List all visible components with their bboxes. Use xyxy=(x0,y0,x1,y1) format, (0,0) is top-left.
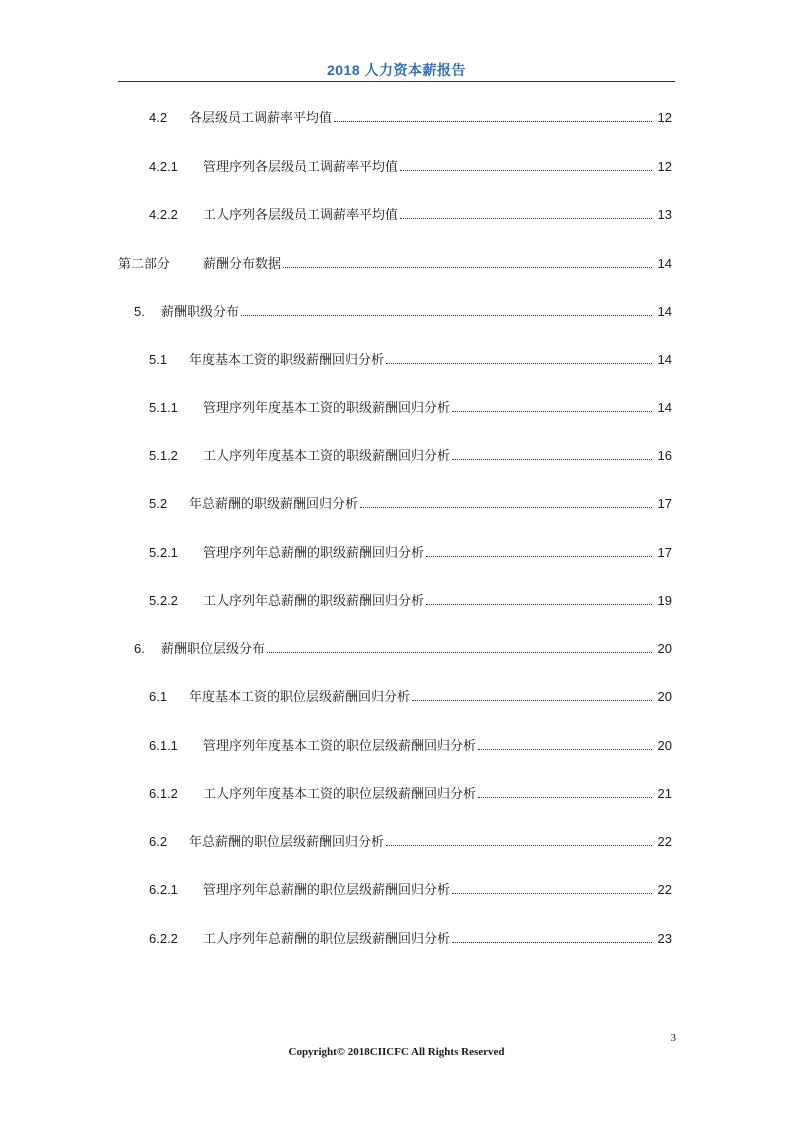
toc-entry-number: 5.2.2 xyxy=(149,593,178,608)
toc-entry-5-1[interactable] xyxy=(149,350,672,368)
toc-entry-title: 管理序列各层级员工调薪率平均值 xyxy=(203,159,399,174)
toc-entry-title: 工人序列年总薪酬的职级薪酬回归分析 xyxy=(203,593,425,608)
toc-entry-5-2-1[interactable] xyxy=(149,543,672,561)
toc-entry-4-2-1[interactable] xyxy=(149,157,672,175)
toc-entry-page: 14 xyxy=(657,400,672,415)
toc-entry-page: 23 xyxy=(657,931,672,946)
toc-entry-title: 工人序列年度基本工资的职级薪酬回归分析 xyxy=(203,448,451,463)
toc-entry-6[interactable] xyxy=(134,639,672,657)
toc-entry-title: 年度基本工资的职位层级薪酬回归分析 xyxy=(189,689,411,704)
toc-entry-title: 管理序列年度基本工资的职位层级薪酬回归分析 xyxy=(203,738,477,753)
header-title: 2018 人力资本薪报告 xyxy=(326,62,467,78)
toc-entry-number: 4.2.2 xyxy=(149,207,178,222)
toc-entry-4-2-2[interactable] xyxy=(149,205,672,223)
toc-entry-number: 5.2 xyxy=(149,496,168,511)
toc-entry-page: 22 xyxy=(657,882,672,897)
toc-entry-title: 年总薪酬的职位层级薪酬回归分析 xyxy=(189,834,385,849)
toc-entry-number: 5.1.2 xyxy=(149,448,178,463)
toc-dot-leader xyxy=(267,652,652,653)
toc-dot-leader xyxy=(452,411,652,412)
toc-entry-page: 20 xyxy=(657,738,672,753)
toc-entry-6-1[interactable] xyxy=(149,687,672,705)
toc-entry-5-2[interactable] xyxy=(149,494,672,512)
toc-entry-5-1-2[interactable] xyxy=(149,446,672,464)
toc-entry-number: 5. xyxy=(134,304,145,319)
toc-dot-leader xyxy=(452,942,652,943)
toc-entry-number: 6.1.1 xyxy=(149,738,178,753)
toc-entry-page: 21 xyxy=(657,786,672,801)
toc-entry-page: 17 xyxy=(657,496,672,511)
toc-entry-5-1-1[interactable] xyxy=(149,398,672,416)
toc-dot-leader xyxy=(478,749,652,750)
toc-entry-title: 薪酬职位层级分布 xyxy=(161,641,266,656)
copyright-notice: Copyright© 2018CIICFC All Rights Reserved xyxy=(288,1046,505,1058)
toc-entry-part-2[interactable] xyxy=(118,254,672,272)
toc-entry-number: 6.2 xyxy=(149,834,168,849)
toc-dot-leader xyxy=(386,363,652,364)
toc-entry-title: 年总薪酬的职级薪酬回归分析 xyxy=(189,496,359,511)
toc-dot-leader xyxy=(400,218,652,219)
toc-dot-leader xyxy=(400,170,652,171)
toc-entry-page: 14 xyxy=(657,304,672,319)
toc-entry-6-2[interactable] xyxy=(149,832,672,850)
toc-dot-leader xyxy=(334,121,652,122)
toc-entry-number: 5.2.1 xyxy=(149,545,178,560)
toc-entry-number: 6. xyxy=(134,641,145,656)
toc-dot-leader xyxy=(452,893,652,894)
toc-entry-title: 管理序列年总薪酬的职位层级薪酬回归分析 xyxy=(203,882,451,897)
toc-entry-title: 工人序列年总薪酬的职位层级薪酬回归分析 xyxy=(203,931,451,946)
toc-entry-6-1-2[interactable] xyxy=(149,784,672,802)
toc-entry-6-1-1[interactable] xyxy=(149,736,672,754)
toc-entry-page: 22 xyxy=(657,834,672,849)
toc-entry-page: 14 xyxy=(657,256,672,271)
toc-entry-page: 17 xyxy=(657,545,672,560)
toc-entry-number: 6.1.2 xyxy=(149,786,178,801)
toc-dot-leader xyxy=(412,700,652,701)
toc-entry-5-2-2[interactable] xyxy=(149,591,672,609)
toc-dot-leader xyxy=(283,267,652,268)
toc-dot-leader xyxy=(360,507,652,508)
toc-entry-number: 6.2.1 xyxy=(149,882,178,897)
toc-entry-number: 5.1 xyxy=(149,352,168,367)
toc-entry-page: 16 xyxy=(657,448,672,463)
toc-entry-number: 第二部分 xyxy=(118,256,171,271)
toc-entry-page: 20 xyxy=(657,689,672,704)
toc-dot-leader xyxy=(452,459,652,460)
toc-entry-number: 4.2 xyxy=(149,110,168,125)
toc-entry-title: 薪酬分布数据 xyxy=(203,256,282,271)
toc-entry-page: 19 xyxy=(657,593,672,608)
toc-entry-title: 薪酬职级分布 xyxy=(161,304,240,319)
toc-dot-leader xyxy=(478,797,652,798)
toc-entry-page: 12 xyxy=(657,110,672,125)
toc-entry-6-2-2[interactable] xyxy=(149,929,672,947)
page-number: 3 xyxy=(670,1032,676,1044)
toc-dot-leader xyxy=(426,604,652,605)
toc-dot-leader xyxy=(426,556,652,557)
toc-entry-title: 管理序列年总薪酬的职级薪酬回归分析 xyxy=(203,545,425,560)
toc-entry-number: 4.2.1 xyxy=(149,159,178,174)
toc-entry-page: 20 xyxy=(657,641,672,656)
toc-entry-6-2-1[interactable] xyxy=(149,880,672,898)
toc-dot-leader xyxy=(386,845,652,846)
toc-entry-title: 各层级员工调薪率平均值 xyxy=(189,110,333,125)
toc-entry-4-2[interactable] xyxy=(149,108,672,126)
toc-dot-leader xyxy=(241,315,652,316)
toc-entry-5[interactable] xyxy=(134,302,672,320)
toc-entry-page: 13 xyxy=(657,207,672,222)
toc-entry-number: 5.1.1 xyxy=(149,400,178,415)
toc-entry-title: 工人序列年度基本工资的职位层级薪酬回归分析 xyxy=(203,786,477,801)
toc-entry-title: 管理序列年度基本工资的职级薪酬回归分析 xyxy=(203,400,451,415)
toc-entry-number: 6.2.2 xyxy=(149,931,178,946)
toc-entry-title: 工人序列各层级员工调薪率平均值 xyxy=(203,207,399,222)
toc-entry-page: 12 xyxy=(657,159,672,174)
toc-entry-number: 6.1 xyxy=(149,689,168,704)
toc-entry-page: 14 xyxy=(657,352,672,367)
toc-entry-title: 年度基本工资的职级薪酬回归分析 xyxy=(189,352,385,367)
